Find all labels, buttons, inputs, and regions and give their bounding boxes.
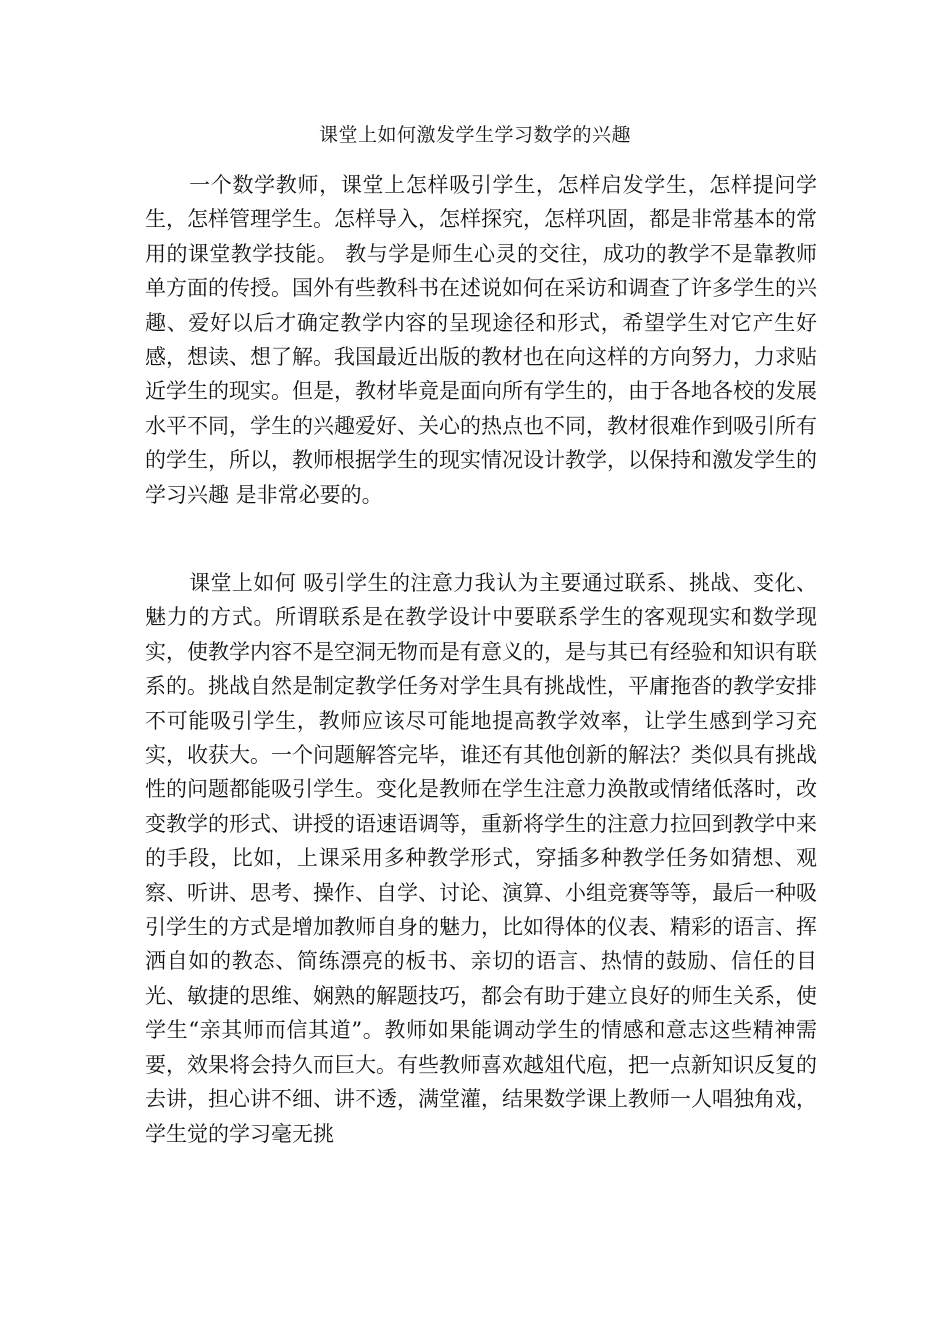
paragraph-2: 课堂上如何 吸引学生的注意力我认为主要通过联系、挑战、变化、魅力的方式。所谓联系是在教学设计中要联系学生的客观现实和数学现实，使教学内容不是空洞无物而是有意义的，是与其已有经验和知识有联系的。挑战自然是制定教学任务对学生具有挑战性，平庸拖沓的教学安排不可能吸引学生，教师应该尽可能地提高教学效率，让学生感到学习充实，收获大。一个问题解答完毕，谁还有其他创新的解法？类似具有挑战性的问题都能吸引学生。变化是教师在学生注意力涣散或情绪低落时，改变教学的形式、讲授的语速语调等，重新将学生的注意力拉回到教学中来的手段，比如，上课采用多种教学形式，穿插多种教学任务如猜想、观察、听讲、思考、操作、自学、讨论、演算、小组竞赛等等，最后一种吸引学生的方式是增加教师自身的魅力，比如得体的仪表、精彩的语言、挥洒自如的教态、简练漂亮的板书、亲切的语言、热情的鼓励、信任的目光、敏捷的思维、娴熟的解题技巧，都会有助于建立良好的师生关系，使学生“亲其师而信其道”。教师如果能调动学生的情感和意志这些精神需要，效果将会持久而巨大。有些教师喜欢越俎代庖，把一点新知识反复的去讲，担心讲不细、讲不透，满堂灌，结果数学课上教师一人唱独角戏，学生觉的学习毫无挑: [145, 571, 817, 1146]
paragraph-1: 一个数学教师，课堂上怎样吸引学生，怎样启发学生，怎样提问学生，怎样管理学生。怎样导入，怎样探究，怎样巩固，都是非常基本的常用的课堂教学技能。 教与学是师生心灵的交往，成功的教学不是靠教师单方面的传授。国外有些教科书在述说如何在采访和调查了许多学生的兴趣、爱好以后才确定教学内容的呈现途径和形式，希望学生对它产生好感，想读、想了解。我国最近出版的教材也在向这样的方向努力，力求贴近学生的现实。但是，教材毕竟是面向所有学生的，由于各地各校的发展水平不同，学生的兴趣爱好、关心的热点也不同，教材很难作到吸引所有的学生，所以，教师根据学生的现实情况设计教学，以保持和激发学生的学习兴趣 是非常必要的。: [145, 173, 817, 507]
document-title: 课堂上如何激发学生学习数学的兴趣: [318, 124, 631, 146]
